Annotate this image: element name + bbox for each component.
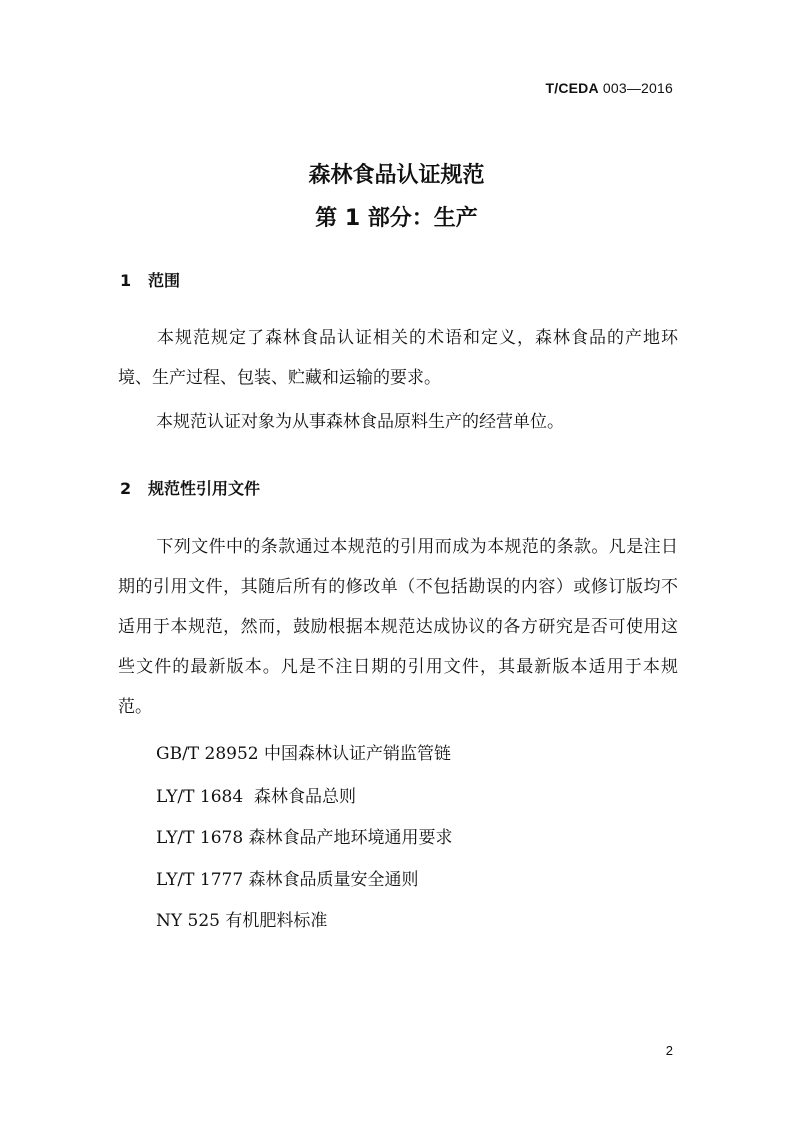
reference-item: LY/T 1684 森林食品总则 [156, 787, 356, 807]
standard-code-number: 003—2016 [598, 80, 673, 96]
page-number: 2 [665, 1043, 673, 1058]
document-subtitle: 第 1 部分：生产 [315, 206, 478, 231]
document-title: 森林食品认证规范 [308, 163, 485, 188]
paragraph-text: 下列文件中的条款通过本规范的引用而成为本规范的条款。凡是注日期的引用文件，其随后所有的修改单（不包括勘误的内容）或修订版均不适用于本规范，然而，鼓励根据本规范达成协议的各方研究是否可使用这些文件的最新版本。凡是不注日期的引用文件，其最新版本适用于本规范。 [118, 537, 678, 717]
paragraph [118, 402, 678, 442]
section-heading-normative-references [120, 476, 260, 499]
standard-code-prefix: T/CEDA [545, 80, 599, 96]
reference-item: LY/T 1678 森林食品产地环境通用要求 [156, 828, 453, 848]
section-title: 范围 [148, 271, 181, 290]
paragraph-text: 本规范规定了森林食品认证相关的术语和定义，森林食品的产地环境、生产过程、包装、贮藏和运输的要求。 [118, 328, 678, 388]
paragraph [118, 527, 678, 727]
section-heading-scope [120, 268, 180, 291]
section-title: 规范性引用文件 [148, 479, 261, 498]
standard-code [545, 80, 673, 96]
reference-item: NY 525 有机肥料标准 [156, 911, 328, 931]
section-number: 2 [120, 479, 132, 498]
section-number: 1 [120, 271, 132, 290]
paragraph-text: 本规范认证对象为从事森林食品原料生产的经营单位。 [156, 412, 564, 432]
reference-item: GB/T 28952 中国森林认证产销监管链 [156, 744, 452, 764]
reference-item: LY/T 1777 森林食品质量安全通则 [156, 870, 419, 890]
paragraph [118, 318, 678, 398]
